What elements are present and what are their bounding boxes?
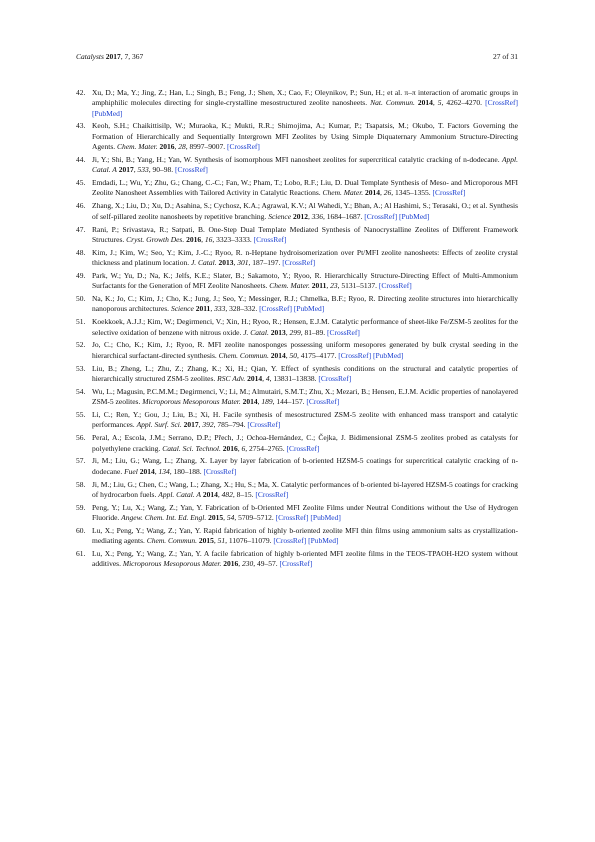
reference-volume: 4 bbox=[265, 373, 270, 383]
reference-volume: 301 bbox=[237, 258, 249, 268]
crossref-link[interactable]: [CrossRef] bbox=[432, 188, 466, 198]
crossref-link[interactable]: [CrossRef] bbox=[203, 466, 237, 476]
reference-pages: , 8997–9007. bbox=[185, 142, 227, 152]
crossref-link[interactable]: [CrossRef] bbox=[282, 258, 316, 268]
reference-volume: 50 bbox=[289, 350, 297, 360]
reference-journal: J. Catal. bbox=[190, 258, 217, 268]
reference-item: 53. Liu, B.; Zheng, L.; Zhu, Z.; Zhang, K.; Xi, H.; Qian, Y. Effect of synthesis conditions on the structural and catalytic properties of hierarchically structured ZSM-5 zeolites. RSC Adv. 2014, 4, 13831–13838. [CrossRef] bbox=[76, 363, 518, 383]
reference-text: Wu, L.; Magusin, P.C.M.M.; Degirmenci, V.; Li, M.; Almutairi, S.M.T.; Zhu, X.; Mezari, B.; Hensen, E.J.M. Acidic properties of nanolayered ZSM-5 zeolites. bbox=[92, 386, 518, 407]
reference-year: 2013 bbox=[270, 327, 286, 337]
reference-pages: , 11076–11079. bbox=[225, 536, 274, 546]
reference-journal: Nat. Commun. bbox=[370, 98, 415, 108]
reference-number: 48. bbox=[76, 247, 86, 257]
reference-number: 45. bbox=[76, 178, 86, 188]
reference-journal: Microporous Mesoporous Mater. bbox=[122, 559, 222, 569]
pubmed-link[interactable]: [PubMed] bbox=[373, 350, 404, 360]
reference-year: 2016 bbox=[186, 234, 202, 244]
reference-number: 44. bbox=[76, 154, 86, 164]
reference-item: 58. Ji, M.; Liu, G.; Chen, C.; Wang, L.; Zhang, X.; Hu, S.; Ma, X. Catalytic performances of b-oriented bi-layered HZSM-5 coatings for cracking of hydrocarbon fuels. Appl. Catal. A 2014, 482, 8–15. [CrossRef] bbox=[76, 479, 518, 499]
reference-item: 55. Li, C.; Ren, Y.; Gou, J.; Liu, B.; Xi, H. Facile synthesis of mesostructured ZSM-5 zeolite with enhanced mass transport and catalytic performances. Appl. Surf. Sci. 2017, 392, 785–794. [CrossRef] bbox=[76, 410, 518, 430]
pubmed-link[interactable]: [PubMed] bbox=[399, 211, 430, 221]
reference-year: 2014 bbox=[417, 98, 433, 108]
reference-journal: Science bbox=[268, 211, 292, 221]
reference-item: 57. Ji, M.; Liu, G.; Wang, L.; Zhang, X. Layer by layer fabrication of b-oriented HZSM-5 coatings for supercritical catalytic cracking of n-dodecane. Fuel 2014, 134, 180–188. [CrossRef] bbox=[76, 456, 518, 476]
reference-volume: 333 bbox=[214, 304, 226, 314]
reference-year: 2014 bbox=[247, 373, 263, 383]
reference-number: 57. bbox=[76, 456, 86, 466]
reference-number: 51. bbox=[76, 317, 86, 327]
reference-text: Ji, Y.; Shi, B.; Yang, H.; Yan, W. Synthesis of isomorphous MFI nanosheet zeolites for supercritical catalytic cracking of n-dodecane. bbox=[92, 154, 502, 164]
crossref-link[interactable]: [CrossRef] bbox=[326, 327, 360, 337]
reference-item: 45. Emdadi, L.; Wu, Y.; Zhu, G.; Chang, C.-C.; Fan, W.; Pham, T.; Lobo, R.F.; Liu, D. Dual Template Synthesis of Meso- and Microporous MFI Zeolite Nanosheet Assemblies with Tailored Activity in Catalytic Reactions. Chem. Mater. 2014, 26, 1345–1355. [CrossRef] bbox=[76, 178, 518, 198]
reference-pages: , 144–157. bbox=[272, 397, 307, 407]
reference-journal: Appl. Catal. A bbox=[92, 154, 518, 175]
reference-item: 60. Lu, X.; Peng, Y.; Wang, Z.; Yan, Y. Rapid fabrication of highly b-oriented zeolite MFI thin films using ammonium salts as crystallization-mediating agents. Chem. Commun. 2015, 51, 11076–11079. [CrossRef] [PubMed] bbox=[76, 525, 518, 546]
reference-number: 52. bbox=[76, 340, 86, 350]
reference-text: Liu, B.; Zheng, L.; Zhu, Z.; Zhang, K.; Xi, H.; Qian, Y. Effect of synthesis conditions on the structural and catalytic properties of hierarchically structured ZSM-5 zeolites. bbox=[92, 363, 518, 383]
crossref-link[interactable]: [CrossRef] bbox=[318, 373, 352, 383]
reference-list bbox=[76, 88, 518, 572]
reference-number: 60. bbox=[76, 525, 86, 535]
reference-journal: Chem. Mater. bbox=[322, 188, 364, 198]
reference-pages: , 187–197. bbox=[248, 258, 283, 268]
reference-year: 2014 bbox=[270, 350, 286, 360]
reference-item: 47. Rani, P.; Srivastava, R.; Satpati, B. One-Step Dual Template Mediated Synthesis of Nanocrystalline Zeolites of Different Framework Structures. Cryst. Growth Des. 2016, 16, 3323–3333. [CrossRef] bbox=[76, 224, 518, 244]
reference-number: 43. bbox=[76, 121, 86, 131]
reference-year: 2011 bbox=[195, 304, 211, 314]
reference-text: Kim, J.; Kim, W.; Seo, Y.; Kim, J.-C.; Ryoo, R. n-Heptane hydroisomerization over Pt/MFI zeolite nanosheets: Effects of zeolite crystal thickness and platinum location. bbox=[92, 247, 518, 268]
reference-year: 2012 bbox=[292, 211, 308, 221]
crossref-link[interactable]: [CrossRef] bbox=[275, 513, 309, 523]
reference-journal: Angew. Chem. Int. Ed. Engl. bbox=[121, 513, 207, 523]
crossref-link[interactable]: [CrossRef] bbox=[273, 536, 307, 546]
reference-item: 42. Xu, D.; Ma, Y.; Jing, Z.; Han, L.; Singh, B.; Feng, J.; Shen, X.; Cao, F.; Oleynikov, P.; Sun, H.; et al. π–π interaction of aromatic groups in amphiphilic molecules directing for single-crystalline mesostructured zeolite nanosheets. Nat. Commun. 2014, 5, 4262–4270. [CrossRef] [PubMed] bbox=[76, 88, 518, 118]
reference-item: 51. Koekkoek, A.J.J.; Kim, W.; Degirmenci, V.; Xin, H.; Ryoo, R.; Hensen, E.J.M. Catalytic performance of sheet-like Fe/ZSM-5 zeolites for the selective oxidation of benzene with nitrous oxide. J. Catal. 2013, 299, 81–89. [CrossRef] bbox=[76, 317, 518, 337]
crossref-link[interactable]: [CrossRef] bbox=[338, 350, 372, 360]
reference-volume: 482 bbox=[221, 489, 233, 499]
crossref-link[interactable]: [CrossRef] bbox=[255, 489, 289, 499]
reference-item: 48. Kim, J.; Kim, W.; Seo, Y.; Kim, J.-C.; Ryoo, R. n-Heptane hydroisomerization over Pt/MFI zeolite nanosheets: Effects of zeolite crystal thickness and platinum location. J. Catal. 2013, 301, 187–197. [CrossRef] bbox=[76, 247, 518, 268]
reference-item: 46. Zhang, X.; Liu, D.; Xu, D.; Asahina, S.; Cychosz, K.A.; Agrawal, K.V.; Al Wahedi, Y.; Bhan, A.; Al Hashimi, S.; Terasaki, O.; et al. Synthesis of self-pillared zeolite nanosheets by repetitive branching. Science 2012, 336, 1684–1687. [CrossRef] [PubMed] bbox=[76, 201, 518, 221]
reference-pages: , 81–89. bbox=[300, 327, 327, 337]
reference-volume: 299 bbox=[289, 327, 301, 337]
reference-year: 2014 bbox=[242, 397, 258, 407]
reference-pages: , 1345–1355. bbox=[391, 188, 433, 198]
reference-text: Jo, C.; Cho, K.; Kim, J.; Ryoo, R. MFI zeolite nanosponges possessing uniform mesopores generated by bulk crystal seeding in the hierarchical surfactant-directed synthesis. bbox=[92, 340, 518, 360]
reference-year: 2016 bbox=[159, 142, 175, 152]
reference-volume: 54 bbox=[226, 513, 235, 523]
reference-journal: Catal. Sci. Technol. bbox=[162, 443, 221, 453]
reference-volume: 23 bbox=[330, 281, 338, 291]
reference-year: 2017 bbox=[183, 420, 199, 430]
crossref-link[interactable]: [CrossRef] bbox=[253, 234, 287, 244]
reference-volume: 336 bbox=[311, 211, 323, 221]
reference-number: 47. bbox=[76, 224, 86, 234]
journal-citation bbox=[76, 52, 143, 61]
reference-number: 58. bbox=[76, 479, 86, 489]
reference-volume: 189 bbox=[261, 397, 273, 407]
pubmed-link[interactable]: [PubMed] bbox=[310, 513, 341, 523]
reference-year: 2015 bbox=[208, 513, 224, 523]
reference-journal: Chem. Mater. bbox=[269, 281, 310, 291]
reference-text: Xu, D.; Ma, Y.; Jing, Z.; Han, L.; Singh, B.; Feng, J.; Shen, X.; Cao, F.; Oleynikov, P.; Sun, H.; et al. π–π interaction of aromatic groups in amphiphilic molecules directing for single-crystalline mesostructured zeolite nanosheets. bbox=[92, 88, 518, 108]
page-header bbox=[76, 52, 518, 64]
reference-pages: , 4262–4270. bbox=[441, 98, 486, 108]
reference-year: 2013 bbox=[218, 258, 234, 268]
reference-pages: , 5131–5137. bbox=[337, 281, 379, 291]
pubmed-link[interactable]: [PubMed] bbox=[293, 304, 325, 314]
reference-text: Keoh, S.H.; Chaikittisilp, W.; Muraoka, K.; Mukti, R.R.; Shimojima, A.; Kumar, P.; Tsapatsis, M.; Okubo, T. Factors Governing the Formation of Hierarchically and Sequentially Intergrown MFI Zeolites by Using Simple Diquaternary Ammonium Structure-Directing Agents. bbox=[92, 121, 518, 152]
reference-journal: Microporous Mesoporous Mater. bbox=[142, 397, 241, 407]
journal-volume-article: , 7, 367 bbox=[120, 52, 144, 61]
reference-item: 54. Wu, L.; Magusin, P.C.M.M.; Degirmenci, V.; Li, M.; Almutairi, S.M.T.; Zhu, X.; Mezari, B.; Hensen, E.J.M. Acidic properties of nanolayered ZSM-5 zeolites. Microporous Mesoporous Mater. 2014, 189, 144–157. [CrossRef] bbox=[76, 386, 518, 407]
reference-journal: Appl. Surf. Sci. bbox=[136, 420, 182, 430]
reference-number: 42. bbox=[76, 88, 86, 97]
crossref-link[interactable]: [CrossRef] bbox=[286, 443, 320, 453]
reference-volume: 26 bbox=[383, 188, 392, 198]
reference-volume: 28 bbox=[178, 142, 186, 152]
crossref-link[interactable]: [CrossRef] bbox=[279, 559, 313, 569]
reference-year: 2016 bbox=[222, 443, 238, 453]
crossref-link[interactable]: [CrossRef] bbox=[378, 281, 412, 291]
reference-year: 2014 bbox=[139, 466, 155, 476]
reference-journal: Appl. Catal. A bbox=[158, 489, 202, 499]
reference-journal: Chem. Commun. bbox=[218, 350, 269, 360]
reference-year: 2014 bbox=[202, 489, 218, 499]
reference-journal: J. Catal. bbox=[243, 327, 269, 337]
reference-pages: , 49–57. bbox=[253, 559, 280, 569]
reference-pages: , 3323–3333. bbox=[212, 234, 254, 244]
reference-volume: 392 bbox=[202, 420, 214, 430]
reference-number: 54. bbox=[76, 386, 86, 396]
reference-volume: 51 bbox=[217, 536, 226, 546]
reference-item: 43. Keoh, S.H.; Chaikittisilp, W.; Muraoka, K.; Mukti, R.R.; Shimojima, A.; Kumar, P.; Tsapatsis, M.; Okubo, T. Factors Governing the Formation of Hierarchically and Sequentially Intergrown MFI Zeolites by Using Simple Diquaternary Ammonium Structure-Directing Agents. Chem. Mater. 2016, 28, 8997–9007. [CrossRef] bbox=[76, 121, 518, 152]
reference-number: 50. bbox=[76, 294, 86, 304]
reference-year: 2015 bbox=[198, 536, 214, 546]
reference-year: 2017 bbox=[118, 165, 134, 175]
reference-volume: 134 bbox=[158, 466, 170, 476]
reference-volume: 533 bbox=[137, 165, 149, 175]
reference-number: 59. bbox=[76, 502, 86, 512]
reference-text: Rani, P.; Srivastava, R.; Satpati, B. One-Step Dual Template Mediated Synthesis of Nanocrystalline Zeolites of Different Framework Structures. bbox=[92, 224, 518, 244]
reference-text: Emdadi, L.; Wu, Y.; Zhu, G.; Chang, C.-C.; Fan, W.; Pham, T.; Lobo, R.F.; Liu, D. Dual Template Synthesis of Meso- and Microporous MFI Zeolite Nanosheet Assemblies with Tailored Activity in Catalytic Reactions. bbox=[92, 178, 518, 198]
reference-year: 2011 bbox=[311, 281, 327, 291]
reference-pages: , 328–332. bbox=[225, 304, 260, 314]
page-number: 27 of 31 bbox=[493, 52, 518, 61]
reference-journal: RSC Adv. bbox=[217, 373, 246, 383]
reference-text: Park, W.; Yu, D.; Na, K.; Jelfs, K.E.; Slater, B.; Sakamoto, Y.; Ryoo, R. Hierarchically Structure-Directing Effect of Multi-Ammonium Surfactants for the Generation of MFI Zeolite Nanosheets. bbox=[92, 270, 518, 291]
reference-text: Peral, A.; Escola, J.M.; Serrano, D.P.; Přech, J.; Ochoa-Hernández, C.; Čejka, J. Bidimensional ZSM-5 zeolites probed as catalysts for polyethylene cracking. bbox=[92, 433, 518, 453]
reference-text: Koekkoek, A.J.J.; Kim, W.; Degirmenci, V.; Xin, H.; Ryoo, R.; Hensen, E.J.M. Catalytic performance of sheet-like Fe/ZSM-5 zeolites for the selective oxidation of benzene with nitrous oxide. bbox=[92, 317, 518, 337]
reference-text: Li, C.; Ren, Y.; Gou, J.; Liu, B.; Xi, H. Facile synthesis of mesostructured ZSM-5 zeolite with enhanced mass transport and catalytic performances. bbox=[92, 410, 518, 430]
reference-volume: 16 bbox=[204, 234, 213, 244]
crossref-link[interactable]: [CrossRef] bbox=[259, 304, 292, 314]
reference-pages: , 8–15. bbox=[232, 489, 256, 499]
reference-text: Ji, M.; Liu, G.; Wang, L.; Zhang, X. Layer by layer fabrication of b-oriented HZSM-5 coatings for supercritical catalytic cracking of n-dodecane. bbox=[92, 456, 518, 476]
reference-item: 44. Ji, Y.; Shi, B.; Yang, H.; Yan, W. Synthesis of isomorphous MFI nanosheet zeolites for supercritical catalytic cracking of n-dodecane. Appl. Catal. A 2017, 533, 90–98. [CrossRef] bbox=[76, 154, 518, 175]
reference-text: Peng, Y.; Lu, X.; Wang, Z.; Yan, Y. Fabrication of b-Oriented MFI Zeolite Films under Neutral Conditions without the Use of Hydrogen Fluoride. bbox=[92, 502, 518, 523]
reference-text: Ji, M.; Liu, G.; Chen, C.; Wang, L.; Zhang, X.; Hu, S.; Ma, X. Catalytic performances of b-oriented bi-layered HZSM-5 coatings for cracking of hydrocarbon fuels. bbox=[92, 479, 518, 499]
reference-text: Zhang, X.; Liu, D.; Xu, D.; Asahina, S.; Cychosz, K.A.; Agrawal, K.V.; Al Wahedi, Y.; Bhan, A.; Al Hashimi, S.; Terasaki, O.; et al. Synthesis of self-pillared zeolite nanosheets by repetitive branching. bbox=[92, 201, 518, 221]
reference-pages: , 180–188. bbox=[169, 466, 204, 476]
reference-pages: , 785–794. bbox=[213, 420, 248, 430]
reference-pages: , 90–98. bbox=[148, 165, 175, 175]
reference-item: 50. Na, K.; Jo, C.; Kim, J.; Cho, K.; Jung, J.; Seo, Y.; Messinger, R.J.; Chmelka, B.F.; Ryoo, R. Directing zeolite structures into hierarchically nanoporous architectures. Science 2011, 333, 328–332. [CrossRef] [PubMed] bbox=[76, 294, 518, 314]
reference-number: 49. bbox=[76, 270, 86, 280]
crossref-link[interactable]: [CrossRef] bbox=[227, 142, 260, 152]
reference-volume: 5 bbox=[437, 98, 442, 108]
reference-number: 55. bbox=[76, 410, 86, 420]
reference-item: 52. Jo, C.; Cho, K.; Kim, J.; Ryoo, R. MFI zeolite nanosponges possessing uniform mesopores generated by bulk crystal seeding in the hierarchical surfactant-directed synthesis. Chem. Commun. 2014, 50, 4175–4177. [CrossRef] [PubMed] bbox=[76, 340, 518, 360]
reference-journal: Cryst. Growth Des. bbox=[126, 234, 185, 244]
journal-name: Catalysts bbox=[76, 52, 104, 61]
crossref-link[interactable]: [CrossRef] bbox=[175, 165, 208, 175]
reference-pages: , 13831–13838. bbox=[269, 373, 319, 383]
journal-year: 2017 bbox=[105, 52, 121, 61]
crossref-link[interactable]: [CrossRef] bbox=[485, 98, 518, 108]
reference-journal: Chem. Mater. bbox=[117, 142, 158, 152]
reference-pages: , 4175–4177. bbox=[296, 350, 339, 360]
reference-year: 2014 bbox=[365, 188, 381, 198]
reference-number: 56. bbox=[76, 433, 86, 443]
reference-journal: Fuel bbox=[124, 466, 138, 476]
crossref-link[interactable]: [CrossRef] bbox=[306, 397, 340, 407]
reference-number: 53. bbox=[76, 363, 86, 373]
reference-volume: 6 bbox=[241, 443, 246, 453]
reference-item: 56. Peral, A.; Escola, J.M.; Serrano, D.P.; Přech, J.; Ochoa-Hernández, C.; Čejka, J. Bidimensional ZSM-5 zeolites probed as catalysts for polyethylene cracking. Catal. Sci. Technol. 2016, 6, 2754–2765. [CrossRef] bbox=[76, 433, 518, 453]
crossref-link[interactable]: [CrossRef] bbox=[247, 420, 281, 430]
reference-text: Na, K.; Jo, C.; Kim, J.; Cho, K.; Jung, J.; Seo, Y.; Messinger, R.J.; Chmelka, B.F.; Ryoo, R. Directing zeolite structures into hierarchically nanoporous architectures. bbox=[92, 294, 518, 314]
reference-number: 61. bbox=[76, 549, 86, 559]
pubmed-link[interactable]: [PubMed] bbox=[308, 536, 339, 546]
reference-volume: 230 bbox=[242, 559, 254, 569]
pubmed-link[interactable]: [PubMed] bbox=[92, 108, 123, 118]
reference-text: Lu, X.; Peng, Y.; Wang, Z.; Yan, Y. Rapid fabrication of highly b-oriented zeolite MFI thin films using ammonium salts as crystallization-mediating agents. bbox=[92, 525, 518, 546]
reference-pages: , 2754–2765. bbox=[245, 443, 287, 453]
reference-item: 49. Park, W.; Yu, D.; Na, K.; Jelfs, K.E.; Slater, B.; Sakamoto, Y.; Ryoo, R. Hierarchically Structure-Directing Effect of Multi-Ammonium Surfactants for the Generation of MFI Zeolite Nanosheets. Chem. Mater. 2011, 23, 5131–5137. [CrossRef] bbox=[76, 270, 518, 291]
reference-pages: , 1684–1687. bbox=[322, 211, 365, 221]
reference-journal: Science bbox=[170, 304, 194, 314]
reference-item: 59. Peng, Y.; Lu, X.; Wang, Z.; Yan, Y. Fabrication of b-Oriented MFI Zeolite Films under Neutral Conditions without the Use of Hydrogen Fluoride. Angew. Chem. Int. Ed. Engl. 2015, 54, 5709–5712. [CrossRef] [PubMed] bbox=[76, 502, 518, 523]
reference-pages: , 5709–5712. bbox=[234, 513, 276, 523]
reference-journal: Chem. Commun. bbox=[146, 536, 197, 546]
reference-number: 46. bbox=[76, 201, 86, 211]
reference-item: 61. Lu, X.; Peng, Y.; Wang, Z.; Yan, Y. A facile fabrication of highly b-oriented MFI zeolite films in the TEOS-TPAOH-H2O system without additives. Microporous Mesoporous Mater. 2016, 230, 49–57. [CrossRef] bbox=[76, 549, 518, 569]
reference-year: 2016 bbox=[223, 559, 239, 569]
reference-text: Lu, X.; Peng, Y.; Wang, Z.; Yan, Y. A facile fabrication of highly b-oriented MFI zeolite films in the TEOS-TPAOH-H2O system without additives. bbox=[92, 549, 518, 569]
crossref-link[interactable]: [CrossRef] bbox=[364, 211, 398, 221]
